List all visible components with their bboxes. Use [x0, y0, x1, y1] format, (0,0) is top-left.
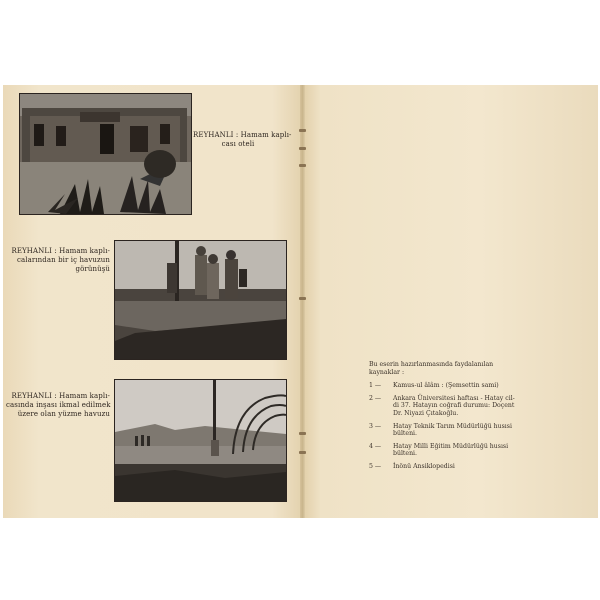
- sources-list: [369, 382, 549, 470]
- source-item: [369, 395, 549, 418]
- caption-line: görünüşü: [75, 265, 110, 273]
- caption-line: REYHANLI : Hamam kaplı-: [11, 392, 110, 400]
- sources-intro-line: Bu eserin hazırlanmasında faydalanılan: [369, 361, 494, 368]
- binding-stitch: [299, 147, 306, 150]
- source-item: [369, 443, 549, 458]
- source-item: [369, 463, 549, 471]
- sources-intro: [369, 361, 549, 376]
- binding-stitch: [299, 297, 306, 300]
- source-text: bülteni.: [393, 430, 418, 438]
- source-text: Hatay Teknik Tarım Müdürlüğü husısi: [393, 422, 512, 430]
- binding-stitch: [299, 432, 306, 435]
- binding-stitch: [299, 164, 306, 167]
- source-item: [369, 382, 549, 390]
- source-item: [369, 423, 549, 438]
- caption-line: calarından bir iç havuzun: [16, 256, 110, 264]
- source-number: 4 —: [369, 442, 382, 450]
- source-number: 5 —: [369, 462, 382, 470]
- caption-line: REYHANLI : Hamam kaplı-: [11, 247, 110, 255]
- source-text: Hatay Milli Eğitim Müdürlüğü husısi: [393, 442, 509, 450]
- source-text: Ankara Üniversitesi haftası - Hatay cil-: [393, 394, 515, 402]
- swimming-pool-photo: [114, 379, 287, 502]
- indoor-pool-photo: [114, 240, 287, 360]
- source-text: bülteni.: [393, 450, 418, 458]
- source-text: di 37. Hatayın coğrafi durumu: Doçent: [393, 402, 515, 410]
- source-number: 2 —: [369, 394, 382, 402]
- binding-stitch: [299, 129, 306, 132]
- caption-line: cası oteli: [221, 140, 255, 148]
- source-number: 3 —: [369, 422, 382, 430]
- caption-line: casında inşası ikmal edilmek: [6, 401, 111, 409]
- source-number: 1 —: [369, 382, 382, 390]
- caption-line: REYHANLI : Hamam kaplı-: [193, 131, 292, 139]
- binding-stitch: [299, 451, 306, 454]
- indoor-pool-caption: [6, 247, 110, 274]
- source-text: Dr. Niyazi Çıtakoğlu.: [393, 409, 459, 417]
- hotel-caption: [193, 131, 292, 149]
- sources-section: [369, 361, 549, 476]
- swimming-pool-caption: [6, 392, 110, 419]
- caption-line: üzere olan yüzme havuzu: [17, 410, 110, 418]
- source-text: Kamus-ul âlâm : (Şemsettin sami): [393, 382, 499, 390]
- source-text: İnönü Ansiklopedisi: [393, 462, 455, 470]
- hotel-photo: [19, 93, 192, 215]
- sources-intro-line: kaynaklar :: [369, 368, 405, 376]
